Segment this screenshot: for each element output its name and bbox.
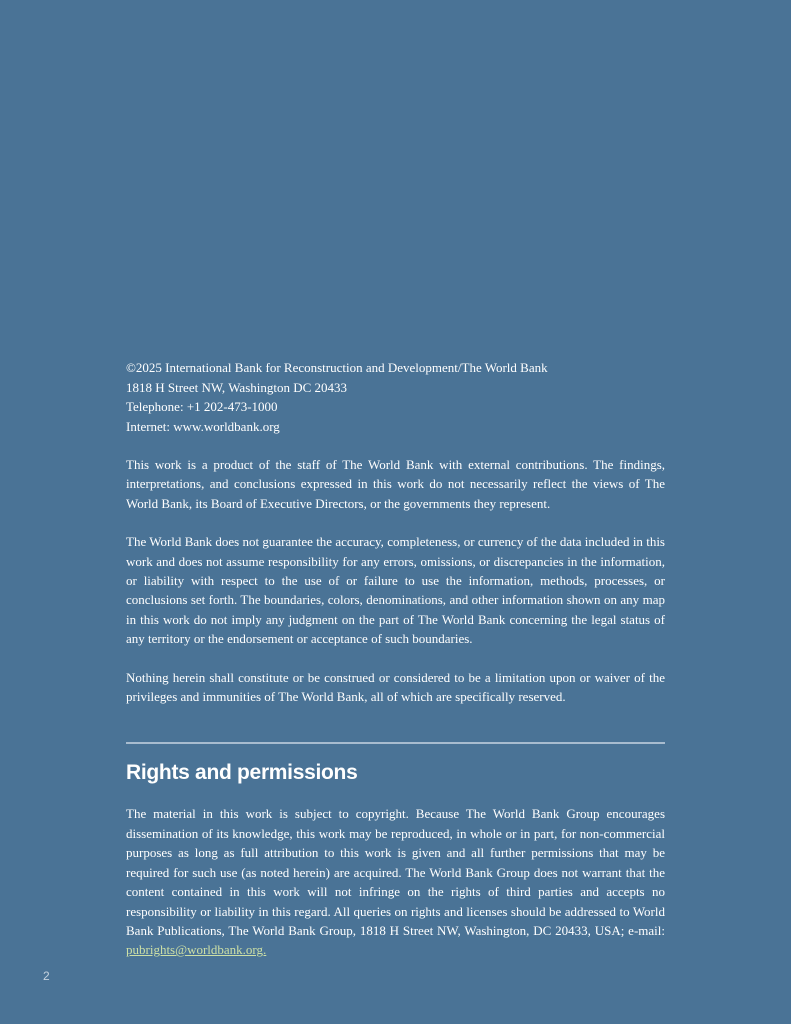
section-divider xyxy=(126,742,665,744)
internet-line: Internet: www.worldbank.org xyxy=(126,418,280,434)
page-number: 2 xyxy=(43,969,50,983)
rights-text: The material in this work is subject to copyright. Because The World Bank Group encourages dissemination of its knowledge, this work may be reproduced, in whole or in part, for non-commercial purposes as long as full attribution to this work is given and all further permissions that may be required for such use (as noted herein) are acquired. The World Bank Group does not warrant that the content contained in this work will not infringe on the rights of third parties and accepts no responsibility or liability in this regard. All queries on rights and licenses should be addressed to World Bank Publications, The World Bank Group, 1818 H Street NW, Washington, DC 20433, USA; e-mail: xyxy=(126,806,665,938)
disclaimer-paragraph-immunities: Nothing herein shall constitute or be construed or considered to be a limitation upon or waiver of the privileges and immunities of The World Bank, all of which are specifically reserved. xyxy=(126,669,665,705)
email-link[interactable]: pubrights@worldbank.org. xyxy=(126,942,267,958)
disclaimer-paragraph-accuracy: The World Bank does not guarantee the accuracy, completeness, or currency of the data included in this work and does not assume responsibility for any errors, omissions, or discrepancies in the information, or liability with respect to the use of or failure to use the information, methods, processes, or conclusions set forth. The boundaries, colors, denominations, and other information shown on any map in this work do not imply any judgment on the part of The World Bank concerning the legal status of any territory or the endorsement or acceptance of such boundaries. xyxy=(126,534,665,647)
address-line: 1818 H Street NW, Washington DC 20433 xyxy=(126,379,348,395)
rights-paragraph xyxy=(126,804,665,959)
rights-section-title: Rights and permissions xyxy=(126,761,358,785)
document-body xyxy=(126,358,665,979)
copyright-line: ©2025 International Bank for Reconstruction and Development/The World Bank xyxy=(126,360,548,375)
disclaimer-paragraph-staff: This work is a product of the staff of The World Bank with external contributions. The findings, interpretations, and conclusions expressed in this work do not necessarily reflect the views of The World Bank, its Board of Executive Directors, or the governments they represent. xyxy=(126,457,665,511)
colophon-block xyxy=(126,358,665,436)
telephone-line: Telephone: +1 202-473-1000 xyxy=(126,399,278,414)
